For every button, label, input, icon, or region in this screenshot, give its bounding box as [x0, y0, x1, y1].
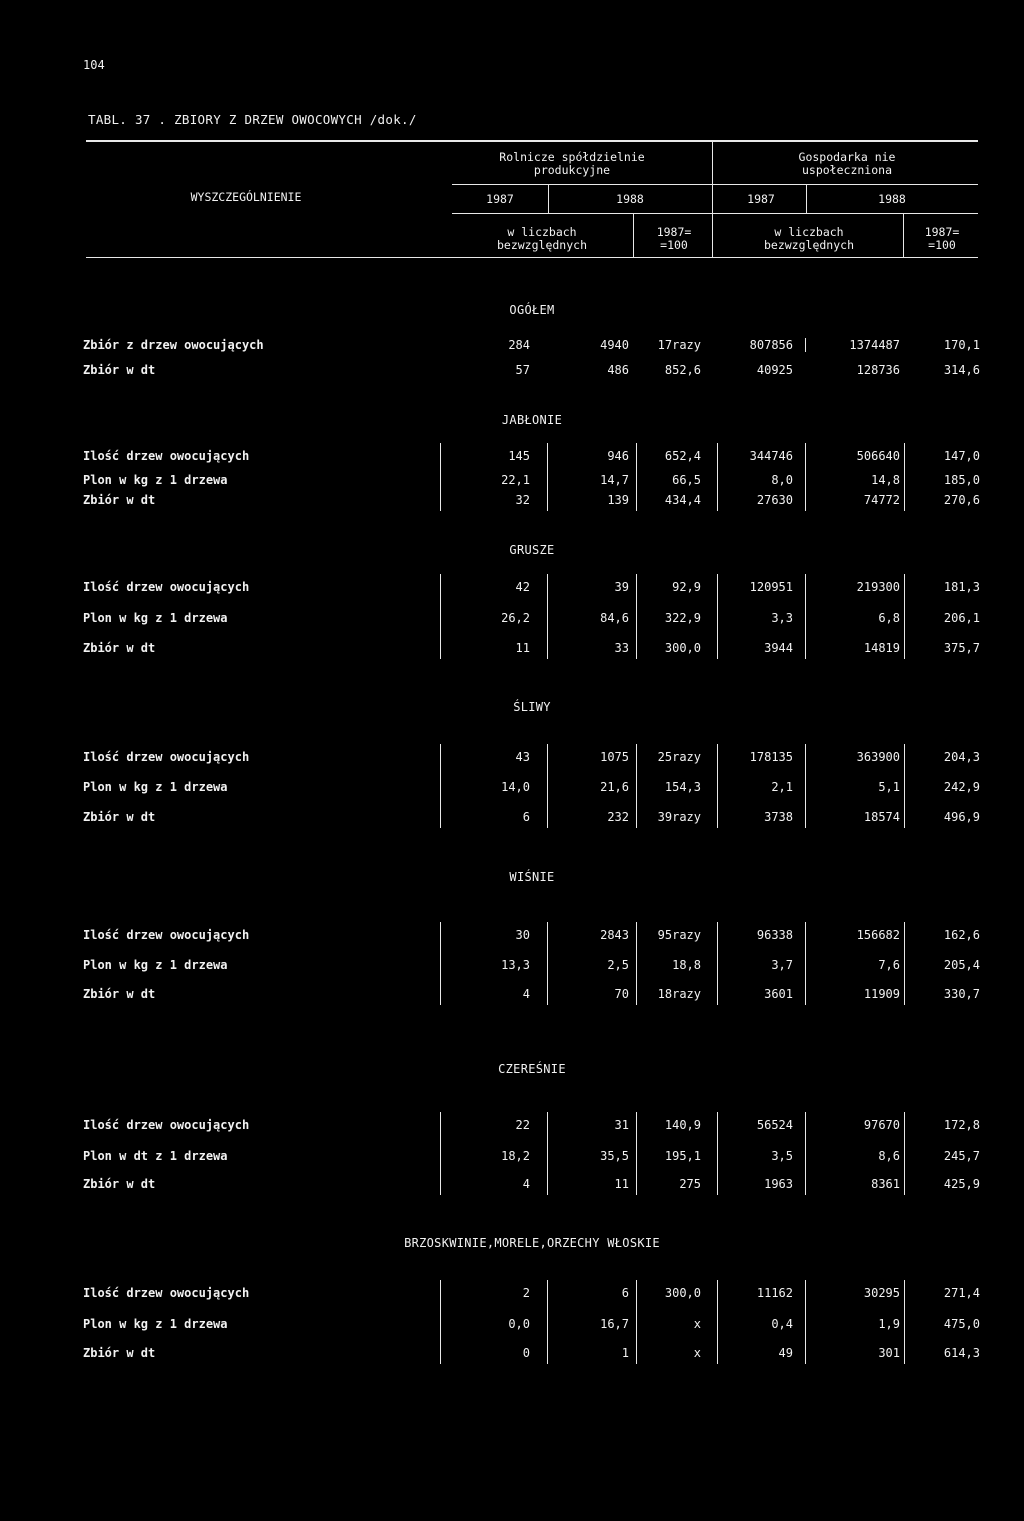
table-cell: 16,7 [600, 1317, 629, 1331]
table-cell: 18,8 [672, 958, 701, 972]
table-cell: 652,4 [664, 449, 701, 463]
table-cell: 2843 [600, 928, 629, 942]
row-label: Ilość drzew owocujących [83, 1118, 250, 1132]
table-cell: 300,0 [664, 641, 701, 655]
table-cell: 232 [607, 810, 629, 824]
table-cell: 11 [515, 641, 530, 655]
table-cell: 39razy [657, 810, 701, 824]
table-cell: 42 [515, 580, 530, 594]
table-cell: 344746 [749, 449, 793, 463]
section-title: CZEREŚNIE [498, 1062, 566, 1076]
section-title: GRUSZE [509, 543, 555, 557]
table-cell: 5,1 [878, 780, 900, 794]
table-cell: 96338 [756, 928, 793, 942]
row-label: Ilość drzew owocujących [83, 928, 250, 942]
table-cell: 32 [515, 493, 530, 507]
table-cell: 25razy [657, 750, 701, 764]
table-cell: 14819 [863, 641, 900, 655]
table-cell: 242,9 [943, 780, 980, 794]
table-cell: 6 [522, 810, 530, 824]
table-cell: 181,3 [943, 580, 980, 594]
row-label: Ilość drzew owocujących [83, 1286, 250, 1300]
table-cell: 8,6 [878, 1149, 900, 1163]
table-cell: 1963 [764, 1177, 793, 1191]
table-cell: 128736 [856, 363, 900, 377]
table-cell: 35,5 [600, 1149, 629, 1163]
table-cell: 1,9 [878, 1317, 900, 1331]
table-cell: 56524 [756, 1118, 793, 1132]
table-cell: 18,2 [501, 1149, 530, 1163]
table-cell: 375,7 [943, 641, 980, 655]
table-cell: 57 [515, 363, 530, 377]
row-label: Zbiór w dt [83, 1177, 156, 1191]
table-cell: 17razy [657, 338, 701, 352]
table-cell: 21,6 [600, 780, 629, 794]
table-cell: 195,1 [664, 1149, 701, 1163]
section-title: WIŚNIE [509, 870, 555, 884]
page-number: 104 [83, 58, 105, 72]
table-cell: 27630 [756, 493, 793, 507]
row-label: Ilość drzew owocujących [83, 449, 250, 463]
section-title: BRZOSKWINIE,MORELE,ORZECHY WŁOSKIE [404, 1236, 660, 1250]
table-cell: 43 [515, 750, 530, 764]
table-cell: 614,3 [943, 1346, 980, 1360]
table-cell: 33 [614, 641, 629, 655]
table-cell: 140,9 [664, 1118, 701, 1132]
year-header: 1988 [616, 192, 644, 206]
row-label: Zbiór w dt [83, 641, 156, 655]
table-cell: 13,3 [501, 958, 530, 972]
table-cell: 1 [621, 1346, 629, 1360]
table-cell: 31 [614, 1118, 629, 1132]
table-cell: 807856 [749, 338, 793, 352]
section-title: ŚLIWY [513, 700, 551, 714]
table-cell: 4 [522, 987, 530, 1001]
table-cell: 3,7 [771, 958, 793, 972]
table-cell: 120951 [749, 580, 793, 594]
table-cell: 270,6 [943, 493, 980, 507]
table-cell: 84,6 [600, 611, 629, 625]
table-cell: 946 [607, 449, 629, 463]
table-cell: 30 [515, 928, 530, 942]
table-cell: 0 [522, 1346, 530, 1360]
table-cell: 11 [614, 1177, 629, 1191]
table-cell: 14,7 [600, 473, 629, 487]
table-cell: 70 [614, 987, 629, 1001]
table-cell: 40925 [756, 363, 793, 377]
table-cell: 3944 [764, 641, 793, 655]
table-cell: 178135 [749, 750, 793, 764]
table-cell: 8361 [871, 1177, 900, 1191]
table-cell: 206,1 [943, 611, 980, 625]
table-cell: x [693, 1317, 701, 1331]
year-header: 1988 [878, 192, 906, 206]
table-cell: 156682 [856, 928, 900, 942]
table-cell: 475,0 [943, 1317, 980, 1331]
index-header: 1987= =100 [924, 225, 960, 252]
table-cell: 170,1 [943, 338, 980, 352]
table-cell: 185,0 [943, 473, 980, 487]
row-label: Zbiór w dt [83, 363, 156, 377]
table-cell: 22 [515, 1118, 530, 1132]
table-cell: 314,6 [943, 363, 980, 377]
table-cell: 92,9 [672, 580, 701, 594]
row-label: Zbiór w dt [83, 1346, 156, 1360]
table-cell: 2 [522, 1286, 530, 1300]
index-header: 1987= =100 [656, 225, 692, 252]
table-cell: 1075 [600, 750, 629, 764]
table-cell: 2,1 [771, 780, 793, 794]
table-cell: 425,9 [943, 1177, 980, 1191]
year-header: 1987 [486, 192, 514, 206]
table-cell: 219300 [856, 580, 900, 594]
table-cell: 7,6 [878, 958, 900, 972]
table-cell: 39 [614, 580, 629, 594]
table-cell: 30295 [863, 1286, 900, 1300]
table-cell: 8,0 [771, 473, 793, 487]
table-cell: 139 [607, 493, 629, 507]
table-cell: 74772 [863, 493, 900, 507]
table-cell: 18574 [863, 810, 900, 824]
table-cell: 496,9 [943, 810, 980, 824]
table-cell: 22,1 [501, 473, 530, 487]
table-cell: 66,5 [672, 473, 701, 487]
table-cell: 245,7 [943, 1149, 980, 1163]
row-label: Zbiór w dt [83, 493, 156, 507]
table-cell: 506640 [856, 449, 900, 463]
table-cell: 49 [778, 1346, 793, 1360]
table-cell: 301 [878, 1346, 900, 1360]
group-header-spoldzielnie: Rolnicze spółdzielnie produkcyjne [499, 150, 645, 177]
row-label: Plon w kg z 1 drzewa [83, 611, 228, 625]
table-cell: x [693, 1346, 701, 1360]
table-cell: 284 [508, 338, 530, 352]
row-label: Zbiór z drzew owocujących [83, 338, 264, 352]
row-label: Plon w kg z 1 drzewa [83, 473, 228, 487]
table-cell: 486 [607, 363, 629, 377]
table-cell: 4940 [600, 338, 629, 352]
abs-numbers-header: w liczbach bezwzględnych [763, 225, 854, 252]
table-cell: 95razy [657, 928, 701, 942]
row-label-header: WYSZCZEGÓLNIENIE [190, 190, 302, 204]
table-cell: 3,5 [771, 1149, 793, 1163]
table-cell: 97670 [863, 1118, 900, 1132]
group-header-nieuspoleczniona: Gospodarka nie uspołeczniona [798, 150, 896, 177]
table-cell: 18razy [657, 987, 701, 1001]
row-label: Plon w kg z 1 drzewa [83, 1317, 228, 1331]
table-cell: 11909 [863, 987, 900, 1001]
row-label: Plon w kg z 1 drzewa [83, 780, 228, 794]
table-cell: 145 [508, 449, 530, 463]
abs-numbers-header: w liczbach bezwzględnych [496, 225, 587, 252]
row-label: Ilość drzew owocujących [83, 750, 250, 764]
table-cell: 172,8 [943, 1118, 980, 1132]
row-label: Zbiór w dt [83, 810, 156, 824]
table-cell: 0,4 [771, 1317, 793, 1331]
section-title: OGÓŁEM [509, 303, 555, 317]
row-label: Plon w dt z 1 drzewa [83, 1149, 228, 1163]
table-cell: 6 [621, 1286, 629, 1300]
table-cell: 204,3 [943, 750, 980, 764]
table-cell: 1374487 [849, 338, 900, 352]
row-label: Zbiór w dt [83, 987, 156, 1001]
section-title: JABŁONIE [501, 413, 563, 427]
table-cell: 154,3 [664, 780, 701, 794]
table-cell: 0,0 [508, 1317, 530, 1331]
table-cell: 3601 [764, 987, 793, 1001]
table-cell: 300,0 [664, 1286, 701, 1300]
table-cell: 3,3 [771, 611, 793, 625]
table-cell: 852,6 [664, 363, 701, 377]
table-cell: 3738 [764, 810, 793, 824]
table-cell: 271,4 [943, 1286, 980, 1300]
table-cell: 205,4 [943, 958, 980, 972]
table-title: TABL. 37 . ZBIORY Z DRZEW OWOCOWYCH /dok./ [88, 112, 417, 127]
table-cell: 275 [679, 1177, 701, 1191]
row-label: Plon w kg z 1 drzewa [83, 958, 228, 972]
table-cell: 147,0 [943, 449, 980, 463]
year-header: 1987 [747, 192, 775, 206]
table-cell: 4 [522, 1177, 530, 1191]
table-cell: 363900 [856, 750, 900, 764]
table-cell: 11162 [756, 1286, 793, 1300]
table-cell: 434,4 [664, 493, 701, 507]
table-cell: 26,2 [501, 611, 530, 625]
table-cell: 322,9 [664, 611, 701, 625]
table-cell: 2,5 [607, 958, 629, 972]
row-label: Ilość drzew owocujących [83, 580, 250, 594]
table-cell: 14,8 [871, 473, 900, 487]
table-cell: 162,6 [943, 928, 980, 942]
table-cell: 6,8 [878, 611, 900, 625]
table-cell: 14,0 [501, 780, 530, 794]
table-cell: 330,7 [943, 987, 980, 1001]
